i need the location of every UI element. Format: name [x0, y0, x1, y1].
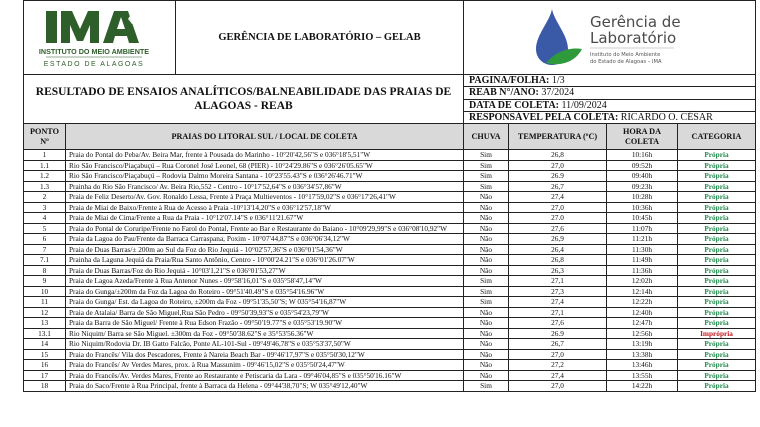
- cell-temperatura: 26,7: [509, 181, 607, 192]
- field-data-coleta: DATA DE COLETA: 11/09/2024: [464, 99, 756, 111]
- cell-chuva: Não: [464, 349, 509, 360]
- cell-chuva: Não: [464, 360, 509, 371]
- table-row: [24, 381, 756, 392]
- results-table: [23, 123, 756, 392]
- cell-categoria: Própria: [678, 171, 756, 182]
- cell-local: Praia de Miai de Cima/Frente a Rua da Praia - 10°12'07.14"S e 036°11'21.67"W: [66, 213, 464, 224]
- cell-temperatura: 26.9: [509, 171, 607, 182]
- cell-chuva: Não: [464, 328, 509, 339]
- table-row: [24, 192, 756, 203]
- cell-categoria: Própria: [678, 297, 756, 308]
- cell-chuva: Sim: [464, 297, 509, 308]
- table-row: [24, 213, 756, 224]
- table-row: [24, 297, 756, 308]
- report-info-table: [23, 74, 756, 124]
- cell-temperatura: 27,3: [509, 286, 607, 297]
- cell-temperatura: 27.0: [509, 213, 607, 224]
- table-row: [24, 255, 756, 266]
- cell-temperatura: 27,6: [509, 318, 607, 329]
- cell-ponto: 18: [24, 381, 66, 392]
- cell-ponto: 16: [24, 360, 66, 371]
- cell-chuva: Não: [464, 265, 509, 276]
- cell-ponto: 17: [24, 370, 66, 381]
- header-table: [23, 0, 756, 75]
- cell-categoria: Própria: [678, 192, 756, 203]
- cell-hora: 09:52h: [607, 160, 678, 171]
- table-row: [24, 171, 756, 182]
- report-title-line1: RESULTADO DE ENSAIOS ANALÍTICOS/BALNEABILIDADE DAS PRAIAS DE: [35, 86, 452, 98]
- cell-hora: 10:16h: [607, 150, 678, 161]
- report-title: [24, 75, 464, 124]
- cell-categoria: Própria: [678, 360, 756, 371]
- cell-local: Praia do Gunga/±200m da Foz da Lagoa do Roteiro - 09°51'40.49"S e 035°54'16.96"W: [66, 286, 464, 297]
- table-row: [24, 276, 756, 287]
- table-row: [24, 160, 756, 171]
- cell-hora: 11:21h: [607, 234, 678, 245]
- cell-ponto: 15: [24, 349, 66, 360]
- cell-categoria: Própria: [678, 265, 756, 276]
- cell-ponto: 12: [24, 307, 66, 318]
- cell-categoria: Própria: [678, 202, 756, 213]
- cell-local: Praia do Saco/Frente à Rua Principal, frente à Barraca da Helena - 09°44'38,70"S; W 035°49'12,40"W: [66, 381, 464, 392]
- cell-hora: 13:55h: [607, 370, 678, 381]
- cell-local: Rio Niquim/ Barra se São Miguel. ±300m da Foz - 09°50'38.62"S e 35°53'56.36"W: [66, 328, 464, 339]
- cell-temperatura: 26,3: [509, 265, 607, 276]
- ima-logo: [24, 1, 176, 75]
- cell-categoria: Própria: [678, 276, 756, 287]
- cell-temperatura: 27,4: [509, 297, 607, 308]
- cell-local: Praia do Pontal do Peba/Av. Beira Mar, frente à Pousada do Marinho - 10°20'42,56"S e 036°18'5,51"W: [66, 150, 464, 161]
- table-row: [24, 286, 756, 297]
- cell-categoria: Própria: [678, 286, 756, 297]
- cell-hora: 12:14h: [607, 286, 678, 297]
- cell-categoria: Própria: [678, 255, 756, 266]
- ima-logo-mark: [24, 5, 164, 71]
- cell-hora: 10:36h: [607, 202, 678, 213]
- cell-chuva: Sim: [464, 160, 509, 171]
- cell-ponto: 11: [24, 297, 66, 308]
- cell-temperatura: 27,0: [509, 202, 607, 213]
- cell-temperatura: 27,4: [509, 192, 607, 203]
- cell-chuva: Não: [464, 192, 509, 203]
- table-row: [24, 202, 756, 213]
- cell-categoria: Própria: [678, 370, 756, 381]
- cell-categoria: Própria: [678, 213, 756, 224]
- cell-hora: 13:46h: [607, 360, 678, 371]
- cell-chuva: Sim: [464, 171, 509, 182]
- cell-local: Praia da Lagoa do Pau/Frente da Barraca Carraspana, Poxim - 10°07'44,87"S e 036°06'34,12"W: [66, 234, 464, 245]
- cell-chuva: Não: [464, 255, 509, 266]
- cell-ponto: 8: [24, 265, 66, 276]
- table-row: [24, 370, 756, 381]
- cell-hora: 12:47h: [607, 318, 678, 329]
- cell-hora: 12:02h: [607, 276, 678, 287]
- cell-local: Praia de Atalaia/ Barra de São Miguel,Rua São Pedro - 09°50'39,93"S e 035°54'23,79"W: [66, 307, 464, 318]
- cell-hora: 11:07h: [607, 223, 678, 234]
- gelab-logo-mark: [464, 3, 754, 73]
- cell-local: Rio São Francisco/Piaçabuçú – Rodovia Dalmo Moreira Santana - 10°23'55.43"S e 036°26'46.71"W: [66, 171, 464, 182]
- cell-chuva: Sim: [464, 150, 509, 161]
- cell-local: Praia da Barra de São Miguel/ Frente à Rua Edson Frazão - 09°50'19.77"S e 035°53'19.90"W: [66, 318, 464, 329]
- cell-categoria: Própria: [678, 339, 756, 350]
- cell-local: Rio São Francisco/Piaçabuçú – Rua Coronel José Leonel, 68 (PIER) - 10°24'29.86"S e 036°26'05.65"W: [66, 160, 464, 171]
- cell-temperatura: 27,0: [509, 349, 607, 360]
- cell-temperatura: 26.9: [509, 328, 607, 339]
- table-row: [24, 339, 756, 350]
- cell-chuva: Não: [464, 234, 509, 245]
- cell-temperatura: 27,1: [509, 276, 607, 287]
- cell-hora: 11:49h: [607, 255, 678, 266]
- cell-categoria: Própria: [678, 381, 756, 392]
- cell-temperatura: 26,8: [509, 255, 607, 266]
- col-categoria: CATEGORIA: [678, 124, 756, 150]
- cell-categoria: Imprópria: [678, 328, 756, 339]
- cell-chuva: Não: [464, 318, 509, 329]
- gelab-logo: [464, 1, 756, 75]
- col-chuva: CHUVA: [464, 124, 509, 150]
- cell-local: Praia do Gunga/ Est. da Lagoa do Roteiro, ±200m da Foz - 09°51'35,50"S; W 035°54'16,87"W: [66, 297, 464, 308]
- col-temperatura: TEMPERATURA (ºC): [509, 124, 607, 150]
- cell-ponto: 6: [24, 234, 66, 245]
- gelab-logo-line2: Laboratório: [590, 28, 677, 47]
- cell-categoria: Própria: [678, 349, 756, 360]
- cell-ponto: 7.1: [24, 255, 66, 266]
- field-pagina-value: 1/3: [551, 75, 565, 87]
- cell-hora: 10:28h: [607, 192, 678, 203]
- cell-ponto: 14: [24, 339, 66, 350]
- cell-categoria: Própria: [678, 244, 756, 255]
- table-row: [24, 234, 756, 245]
- cell-local: Rio Niquim/Rodovia Dr. IB Gatto Falcão, Ponte AL-101-Sul - 09°49'46,78"S e 035°53'37,50"W: [66, 339, 464, 350]
- cell-local: Prainha da Laguna Jequiá da Praia/Rua Santo Antônio, Centro - 10°00'24.21"S e 036°01'26.07"W: [66, 255, 464, 266]
- cell-ponto: 1.3: [24, 181, 66, 192]
- cell-chuva: Sim: [464, 276, 509, 287]
- report-sheet: [23, 0, 755, 392]
- cell-temperatura: 26,4: [509, 244, 607, 255]
- cell-temperatura: 26,9: [509, 234, 607, 245]
- table-row: [24, 265, 756, 276]
- cell-chuva: Sim: [464, 381, 509, 392]
- cell-categoria: Própria: [678, 181, 756, 192]
- cell-temperatura: 26,7: [509, 339, 607, 350]
- cell-temperatura: 27,0: [509, 160, 607, 171]
- table-row: [24, 307, 756, 318]
- cell-hora: 12:40h: [607, 307, 678, 318]
- cell-categoria: Própria: [678, 318, 756, 329]
- cell-ponto: 1: [24, 150, 66, 161]
- table-row: [24, 150, 756, 161]
- table-row: [24, 223, 756, 234]
- cell-hora: 12:56h: [607, 328, 678, 339]
- field-responsavel-value: RICARDO O. CÉSAR: [620, 111, 713, 123]
- gelab-logo-sub2: do Estado de Alagoas – IMA: [590, 58, 662, 65]
- cell-temperatura: 27,1: [509, 307, 607, 318]
- table-row: [24, 328, 756, 339]
- cell-hora: 12:22h: [607, 297, 678, 308]
- cell-chuva: Não: [464, 370, 509, 381]
- cell-hora: 13:19h: [607, 339, 678, 350]
- field-reab-value: 37/2024: [541, 87, 575, 99]
- gelab-title: GERÊNCIA DE LABORATÓRIO – GELAB: [176, 1, 464, 75]
- cell-ponto: 7: [24, 244, 66, 255]
- field-pagina: PAGINA/FOLHA: 1/3: [464, 75, 756, 87]
- cell-ponto: 3: [24, 202, 66, 213]
- cell-chuva: Sim: [464, 181, 509, 192]
- gelab-logo-line1: Gerência de: [590, 12, 681, 31]
- cell-local: Praia de Duas Barras/± 200m ao Sul da Foz do Rio Jequiá - 10°02'57,36"S e 036°01'54,36"W: [66, 244, 464, 255]
- col-local: PRAIAS DO LITORAL SUL / LOCAL DE COLETA: [66, 124, 464, 150]
- cell-chuva: Não: [464, 202, 509, 213]
- cell-local: Prainha do Rio São Francisco/ Av. Beira Rio,552 - Centro - 10°17'52,64"S e 036°34'57,86"W: [66, 181, 464, 192]
- cell-local: Praia de Feliz Deserto/Av. Gov. Ronaldo Lessa, Frente à Praça Multieventos - 10°17'59,02"S e 036°17'26,41"W: [66, 192, 464, 203]
- cell-ponto: 1.1: [24, 160, 66, 171]
- cell-categoria: Própria: [678, 307, 756, 318]
- report-title-line2: ALAGOAS - REAB: [194, 100, 293, 112]
- cell-hora: 09:40h: [607, 171, 678, 182]
- cell-temperatura: 27,2: [509, 360, 607, 371]
- cell-hora: 10:45h: [607, 213, 678, 224]
- cell-hora: 13:38h: [607, 349, 678, 360]
- cell-chuva: Não: [464, 244, 509, 255]
- table-row: [24, 349, 756, 360]
- cell-categoria: Própria: [678, 150, 756, 161]
- cell-ponto: 9: [24, 276, 66, 287]
- cell-hora: 11:30h: [607, 244, 678, 255]
- cell-chuva: Não: [464, 307, 509, 318]
- cell-ponto: 13: [24, 318, 66, 329]
- cell-chuva: Não: [464, 223, 509, 234]
- cell-hora: 14:22h: [607, 381, 678, 392]
- field-responsavel: RESPONSÁVEL PELA COLETA: RICARDO O. CÉSAR: [464, 111, 756, 123]
- cell-ponto: 2: [24, 192, 66, 203]
- cell-ponto: 1.2: [24, 171, 66, 182]
- cell-local: Praia do Francês/ Av Verdes Mares, prox. à Rua Massunim - 09°46'15,02"S e 035°50'24,47"W: [66, 360, 464, 371]
- cell-temperatura: 27,0: [509, 381, 607, 392]
- cell-temperatura: 27,6: [509, 223, 607, 234]
- cell-ponto: 4: [24, 213, 66, 224]
- cell-local: Praia do Francês/ Vila dos Pescadores, Frente à Nareia Beach Bar - 09°46'17,97"S e 035°50'30,12"W: [66, 349, 464, 360]
- field-data-coleta-value: 11/09/2024: [561, 99, 607, 111]
- cell-categoria: Própria: [678, 223, 756, 234]
- cell-local: Praia de Duas Barras/Foz do Rio Jequiá - 10°03'1,21"S e 036°01'53,27"W: [66, 265, 464, 276]
- field-reab: REAB N°/ANO: 37/2024: [464, 87, 756, 99]
- cell-chuva: Não: [464, 213, 509, 224]
- cell-chuva: Sim: [464, 286, 509, 297]
- cell-temperatura: 26,8: [509, 150, 607, 161]
- gelab-logo-sub1: Instituto do Meio Ambiente: [590, 51, 661, 58]
- col-hora: HORA DA COLETA: [607, 124, 678, 150]
- ima-logo-line2: ESTADO DE ALAGOAS: [43, 60, 145, 68]
- cell-local: Praia de Lagoa Azeda/Frente à Rua Antenor Nunes - 09°58'16,01"S e 035°58'47,14"W: [66, 276, 464, 287]
- cell-categoria: Própria: [678, 160, 756, 171]
- cell-hora: 09:23h: [607, 181, 678, 192]
- table-row: [24, 360, 756, 371]
- table-row: [24, 244, 756, 255]
- cell-local: Praia do Francês/Av. Verdes Mares, Frente ao Restaurante e Petiscaria da Lara - 09°46'04,85"S e 035°50'16.16"W: [66, 370, 464, 381]
- cell-ponto: 5: [24, 223, 66, 234]
- cell-hora: 11:36h: [607, 265, 678, 276]
- ima-logo-line1: INSTITUTO DO MEIO AMBIENTE: [38, 46, 150, 56]
- col-ponto: PONTO Nº: [24, 124, 66, 150]
- table-row: [24, 181, 756, 192]
- cell-categoria: Própria: [678, 234, 756, 245]
- cell-temperatura: 27,4: [509, 370, 607, 381]
- cell-local: Praia de Miai de Baixo/Frente à Rua de Acesso à Praia -10°13'14,20"S e 036°12'57,18"W: [66, 202, 464, 213]
- cell-local: Praia do Pontal de Coruripe/Frente no Farol do Pontal, Frente ao Bar e Restaurante do Baiano - 10°09'29,99"S e 036°08'10,92"W: [66, 223, 464, 234]
- table-row: [24, 318, 756, 329]
- cell-chuva: Não: [464, 339, 509, 350]
- cell-ponto: 13.1: [24, 328, 66, 339]
- cell-ponto: 10: [24, 286, 66, 297]
